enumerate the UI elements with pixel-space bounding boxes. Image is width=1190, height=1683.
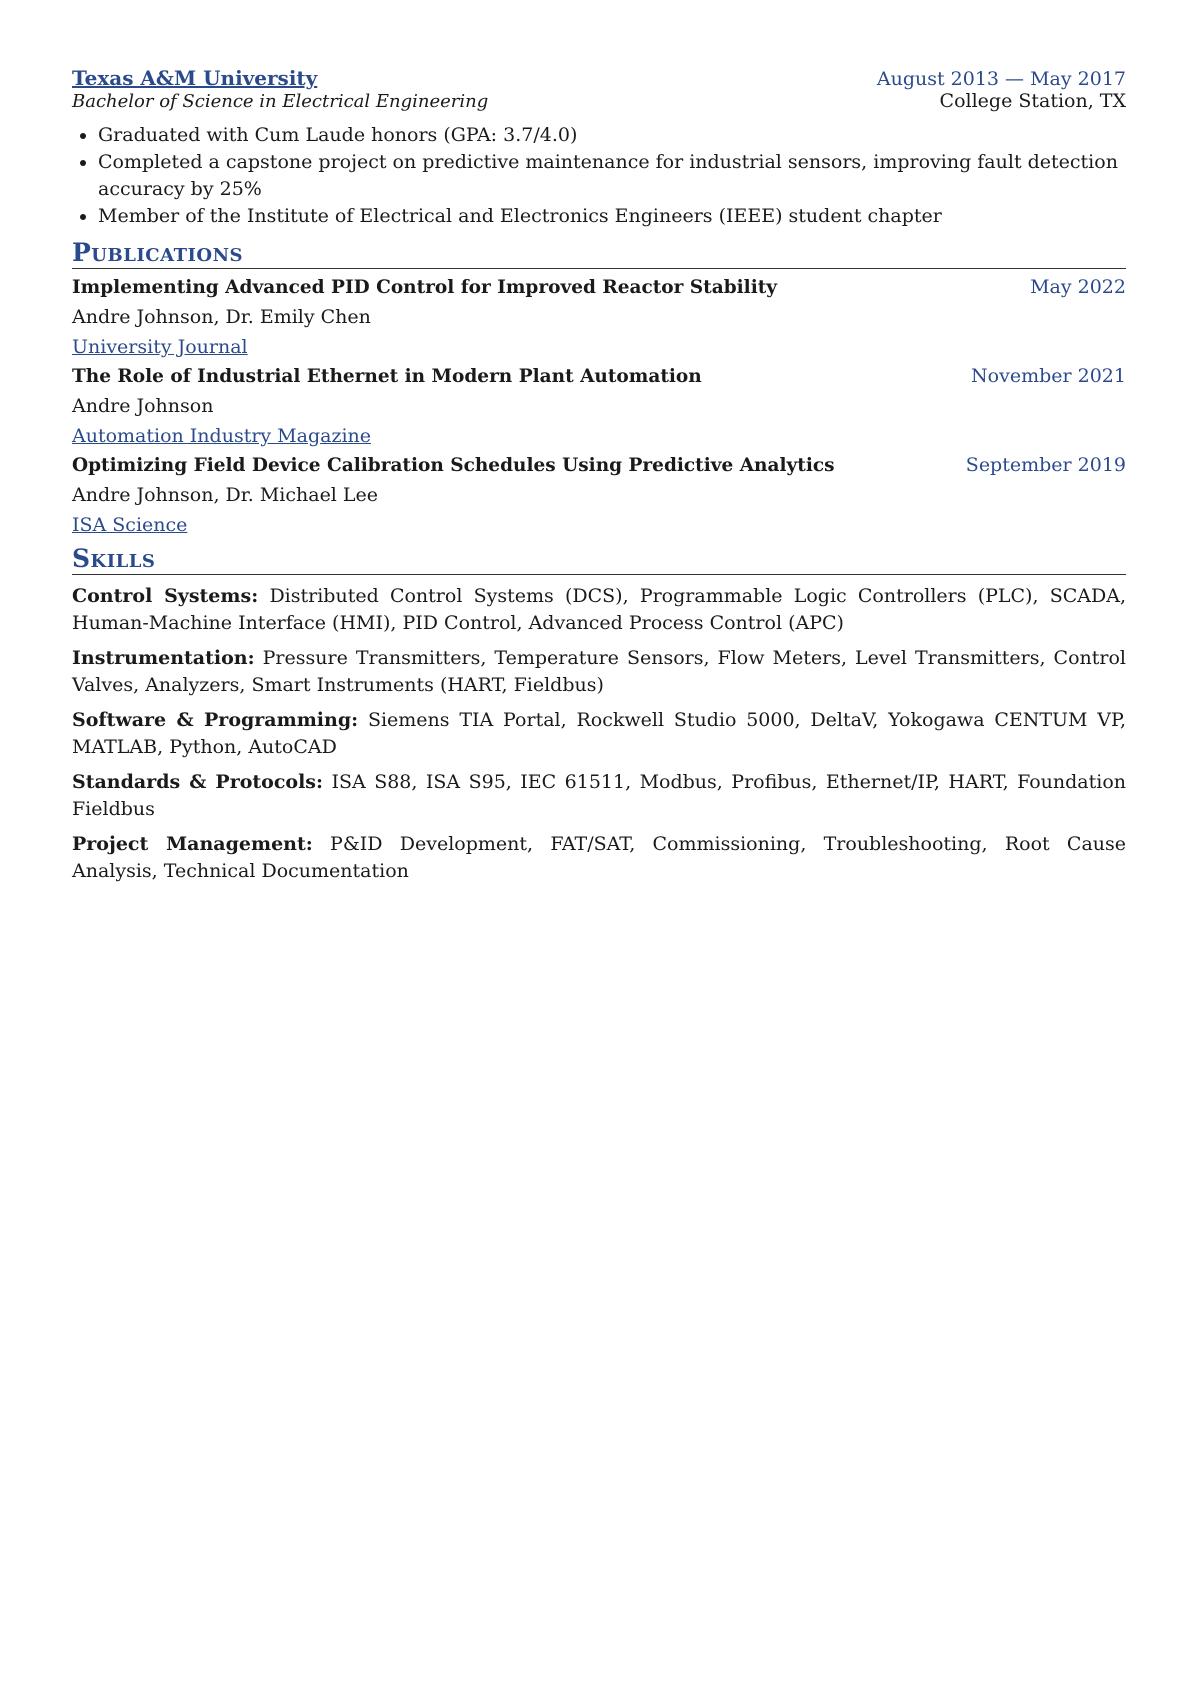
education-dates: August 2013 — May 2017: [876, 68, 1126, 90]
education-bullet: • Graduated with Cum Laude honors (GPA: 3.7/4.0): [98, 122, 1126, 149]
publication-authors: Andre Johnson: [72, 395, 214, 417]
publication-header-row: [72, 365, 1126, 387]
skill-text: Siemens TIA Portal, Rockwell Studio 5000, DeltaV, Yokogawa CENTUM VP, MATLAB, Python, AutoCAD: [72, 709, 1126, 758]
skills-list: [72, 583, 1126, 885]
publication-venue-link[interactable]: ISA Science: [72, 514, 188, 536]
publication-header-row: [72, 276, 1126, 298]
education-header-row: [72, 66, 1126, 90]
publication-venue-link[interactable]: Automation Industry Magazine: [72, 425, 372, 447]
education-entry: [72, 66, 1126, 230]
skill-label: Software & Programming:: [72, 709, 359, 731]
skill-item: [72, 831, 1126, 885]
skill-label: Project Management:: [72, 833, 313, 855]
skill-item: [72, 645, 1126, 699]
education-bullet: • Completed a capstone project on predictive maintenance for industrial sensors, improving fault detection accuracy by 25%: [98, 149, 1126, 203]
publication-date: November 2021: [971, 365, 1126, 387]
publication-item: [72, 276, 1126, 358]
degree: Bachelor of Science in Electrical Engineering: [72, 91, 489, 112]
skill-item: [72, 769, 1126, 823]
resume-page: [72, 66, 1126, 885]
education-bullets: [72, 122, 1126, 230]
publication-title: The Role of Industrial Ethernet in Modern Plant Automation: [72, 366, 702, 387]
skill-item: [72, 583, 1126, 637]
skill-text: ISA S88, ISA S95, IEC 61511, Modbus, Profibus, Ethernet/IP, HART, Foundation Fieldbus: [72, 771, 1127, 820]
education-location: College Station, TX: [939, 90, 1126, 112]
publication-date: September 2019: [965, 454, 1126, 476]
publication-item: [72, 365, 1126, 447]
skill-label: Standards & Protocols:: [72, 771, 324, 793]
skill-text: Distributed Control Systems (DCS), Programmable Logic Controllers (PLC), SCADA, Human-Machine Interface (HMI), PID Control, Advanced Process Control (APC): [72, 585, 1126, 634]
publications-heading: Publications: [72, 238, 1126, 269]
publication-header-row: [72, 454, 1126, 476]
publication-authors: Andre Johnson, Dr. Emily Chen: [72, 306, 371, 328]
education-subheader-row: [72, 90, 1126, 112]
skill-text: Pressure Transmitters, Temperature Sensors, Flow Meters, Level Transmitters, Control Valves, Analyzers, Smart Instruments (HART, Fieldbus): [72, 647, 1127, 696]
skill-text: P&ID Development, FAT/SAT, Commissioning, Troubleshooting, Root Cause Analysis, Technical Documentation: [72, 833, 1127, 882]
publication-authors: Andre Johnson, Dr. Michael Lee: [72, 484, 379, 506]
education-bullet: • Member of the Institute of Electrical and Electronics Engineers (IEEE) student chapter: [98, 203, 1126, 230]
skill-label: Control Systems:: [72, 585, 259, 607]
skills-heading: Skills: [72, 544, 1126, 575]
skill-label: Instrumentation:: [72, 647, 255, 669]
publication-title: Optimizing Field Device Calibration Schedules Using Predictive Analytics: [72, 455, 835, 476]
skill-item: [72, 707, 1126, 761]
publication-title: Implementing Advanced PID Control for Improved Reactor Stability: [72, 277, 778, 298]
publication-date: May 2022: [1030, 276, 1126, 298]
school-link[interactable]: Texas A&M University: [72, 66, 318, 90]
publication-item: [72, 454, 1126, 536]
publication-venue-link[interactable]: University Journal: [72, 336, 248, 358]
